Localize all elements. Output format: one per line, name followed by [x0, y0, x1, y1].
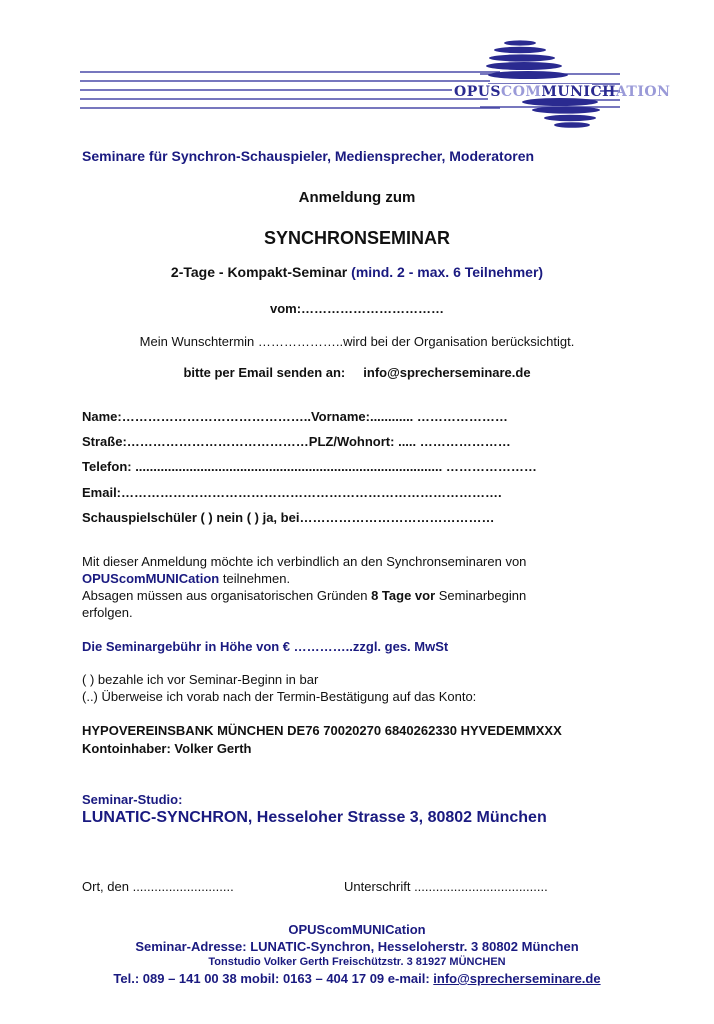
subtitle-participants: (mind. 2 - max. 6 Teilnehmer) [351, 264, 544, 280]
footer-seminar-address: Seminar-Adresse: LUNATIC-Synchron, Hesseloherstr. 3 80802 München [135, 939, 579, 954]
logo-part-opus: OPUS [454, 84, 502, 100]
terms-line-3-a: Absagen müssen aus organisatorischen Gründen [82, 588, 372, 603]
payment-option-transfer[interactable]: (..) Überweise ich vorab nach der Termin-Bestätigung auf das Konto: [82, 689, 477, 704]
svg-text:OPUSCOMMUNICHATION [454, 84, 670, 100]
logo-part-com: COM [501, 84, 542, 100]
tagline: Seminare für Synchron-Schauspieler, Mediensprecher, Moderatoren [82, 148, 535, 164]
account-holder: Kontoinhaber: Volker Gerth [82, 741, 252, 756]
logo-part-munich: MUNICH [541, 84, 616, 100]
footer-email-link[interactable]: info@sprecherseminare.de [433, 971, 601, 986]
place-date-field[interactable]: Ort, den ............................ [82, 879, 234, 894]
terms-line-3 [82, 588, 526, 603]
payment-option-cash[interactable]: ( ) bezahle ich vor Seminar-Beginn in bar [82, 672, 319, 687]
footer-tonstudio: Tonstudio Volker Gerth Freischützstr. 3 81927 MÜNCHEN [208, 956, 506, 968]
street-field[interactable]: Straße:……………………………………PLZ/Wohnort: ..... ………………… [82, 434, 511, 449]
phone-field[interactable]: Telefon: ..................................................................................... ………………… [82, 459, 537, 474]
terms-deadline: 8 Tage vor [371, 588, 436, 603]
terms-line-2 [82, 571, 290, 586]
title-small: Anmeldung zum [298, 189, 416, 206]
terms-brand: OPUScomMUNICation [82, 571, 220, 586]
signature-field[interactable]: Unterschrift ..................................... [344, 879, 548, 894]
terms-line-4: erfolgen. [82, 605, 133, 620]
studio-address: LUNATIC-SYNCHRON, Hesseloher Strasse 3, 80802 München [82, 809, 547, 826]
logo-part-ation: ATION [615, 84, 671, 100]
fee-line[interactable]: Die Seminargebühr in Höhe von € …………..zzgl. ges. MwSt [82, 639, 449, 654]
send-email[interactable]: info@sprecherseminare.de [363, 365, 531, 380]
footer-contact-phones: Tel.: 089 – 141 00 38 mobil: 0163 – 404 17 09 e-mail: [113, 971, 434, 986]
page-title: SYNCHRONSEMINAR [263, 228, 450, 248]
send-label: bitte per Email senden an: [183, 365, 346, 380]
name-field[interactable]: Name:……………………………………..Vorname:............ ………………… [82, 409, 508, 424]
terms-line-1: Mit dieser Anmeldung möchte ich verbindlich an den Synchronseminaren von [82, 554, 527, 569]
opuscommunication-logo [0, 0, 714, 135]
footer-contact [0, 971, 714, 986]
send-instruction [0, 365, 714, 380]
wunschtermin-line[interactable]: Mein Wunschtermin ………………..wird bei der Organisation berücksichtigt. [139, 334, 575, 349]
subtitle [0, 264, 714, 280]
terms-line-3-c: Seminarbeginn [435, 588, 527, 603]
studio-label: Seminar-Studio: [82, 792, 183, 807]
terms-line-2-rest: teilnehmen. [219, 571, 291, 586]
footer-brand: OPUScomMUNICation [288, 922, 426, 937]
date-field-vom[interactable]: vom:…………………………… [269, 301, 445, 316]
subtitle-course: 2-Tage - Kompakt-Seminar [170, 264, 352, 280]
acting-student-field[interactable]: Schauspielschüler ( ) nein ( ) ja, bei……………………………………… [82, 510, 495, 525]
email-field[interactable]: Email:……………………………………………………………………………. [82, 485, 502, 500]
bank-details: HYPOVEREINSBANK MÜNCHEN DE76 70020270 6840262330 HYVEDEMMXXX [82, 723, 562, 738]
